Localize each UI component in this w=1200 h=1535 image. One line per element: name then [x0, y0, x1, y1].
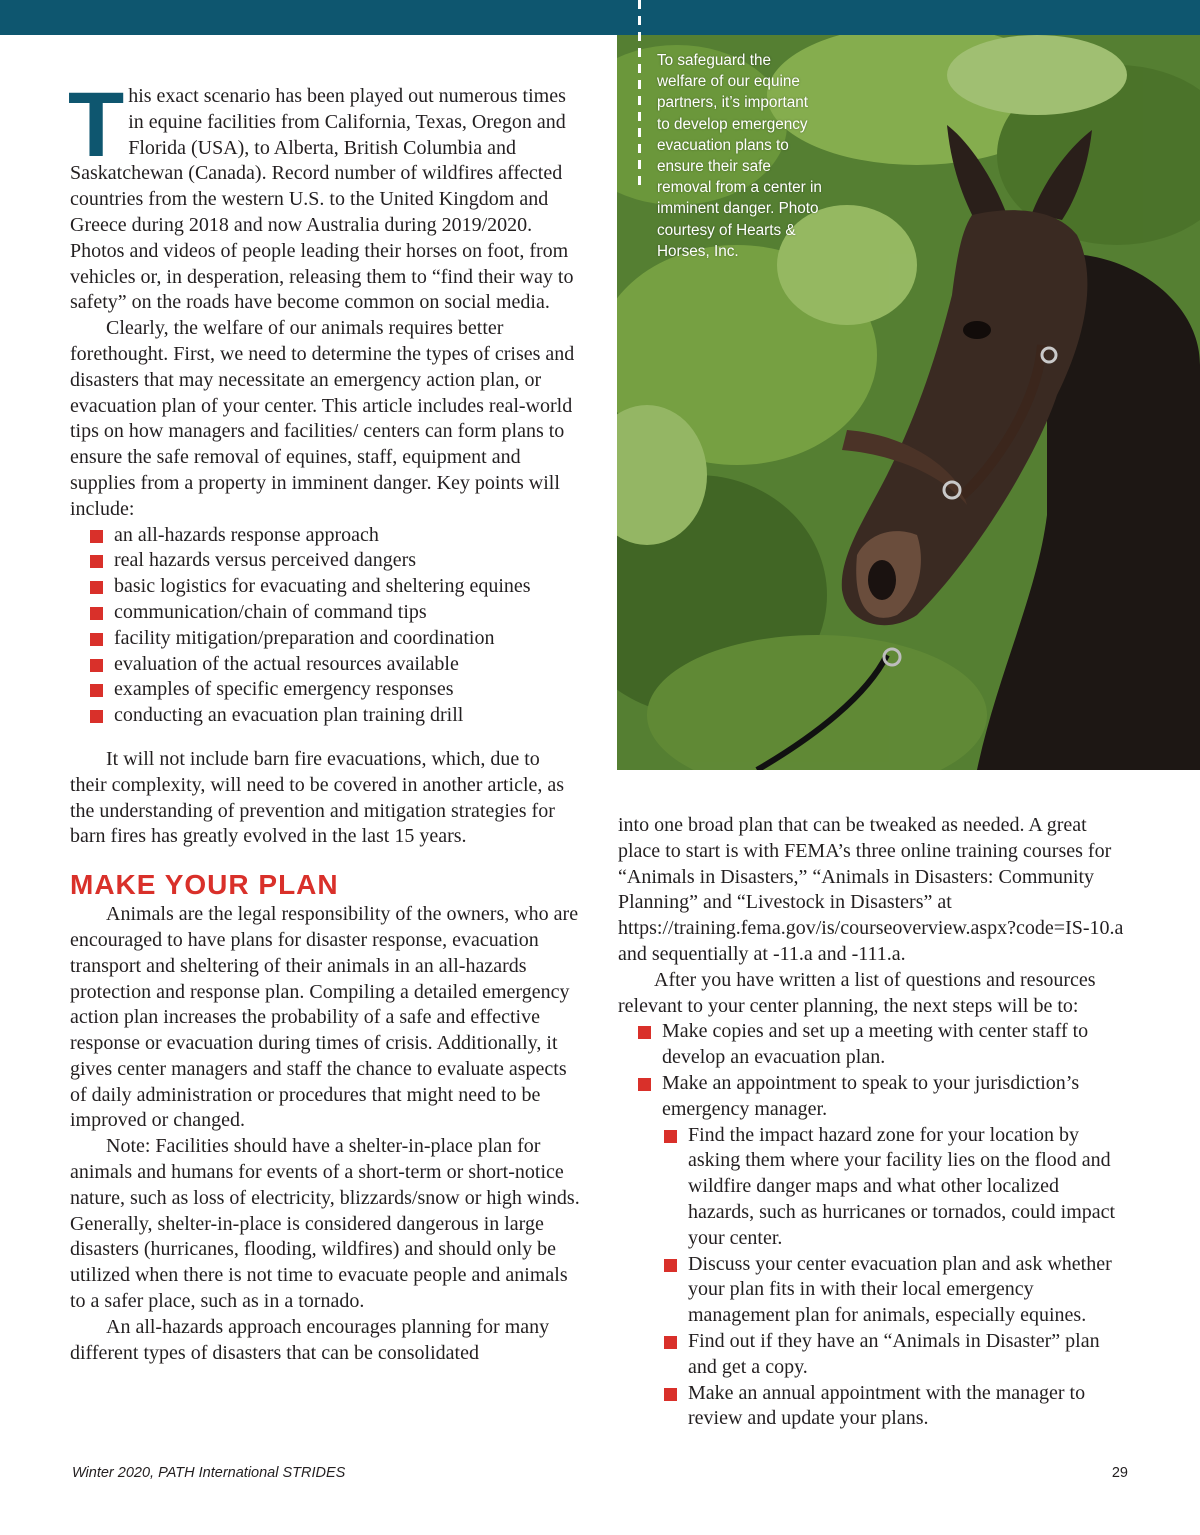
list-item: Make copies and set up a meeting with center staff to develop an evacuation plan.	[618, 1019, 1130, 1071]
list-item: Make an appointment to speak to your jurisdiction’s emergency manager.	[618, 1071, 1130, 1123]
list-item: facility mitigation/preparation and coordination	[70, 626, 580, 652]
section-heading: MAKE YOUR PLAN	[70, 869, 339, 901]
list-item: conducting an evacuation plan training drill	[70, 703, 580, 729]
list-item: real hazards versus perceived dangers	[70, 548, 580, 574]
paragraph: into one broad plan that can be tweaked as needed. A great place to start is with FEMA’s three online training courses for “Animals in Disasters,” “Animals in Disasters: Community Planning” and “Livestock in Disasters” at https://training.fema.gov/is/courseoverview.aspx?code=IS-10.a and sequentially at -11.a and -111.a.	[618, 814, 1124, 965]
paragraph: An all-hazards approach encourages planning for many different types of disasters that can be consolidated	[70, 1315, 550, 1364]
left-column	[68, 74, 580, 1366]
list-item: basic logistics for evacuating and sheltering equines	[70, 574, 580, 600]
paragraph: After you have written a list of questions and resources relevant to your center planning, the next steps will be to:	[618, 968, 1096, 1017]
list-item: an all-hazards response approach	[70, 523, 580, 549]
top-banner	[0, 0, 1200, 35]
list-item: communication/chain of command tips	[70, 600, 580, 626]
page-number: 29	[1111, 1465, 1128, 1481]
right-column	[618, 813, 1130, 1432]
caption-divider	[638, 0, 641, 188]
list-item: Find out if they have an “Animals in Disaster” plan and get a copy.	[618, 1329, 1130, 1381]
list-item: Discuss your center evacuation plan and ask whether your plan fits in with their local emergency management plan for animals, especially equines.	[618, 1252, 1130, 1329]
drop-cap: T	[68, 74, 125, 176]
list-item: Find the impact hazard zone for your location by asking them where your facility lies on the flood and wildfire danger maps and what other localized hazards, such as hurricanes or tornados, could impact your center.	[618, 1123, 1130, 1252]
key-points-list	[70, 523, 580, 729]
paragraph: Clearly, the welfare of our animals requires better forethought. First, we need to determine the types of crises and disasters that may necessitate an emergency action plan, or evacuation plan of your center. This article includes real-world tips on how managers and facilities/ centers can form plans to ensure the safe removal of equines, staff, equipment and supplies from a property in imminent danger. Key points will include:	[70, 317, 575, 520]
footer-publication: Winter 2020, PATH International STRIDES	[72, 1465, 346, 1481]
intro-text: his exact scenario has been played out numerous times in equine facilities from California, Texas, Oregon and Florida (USA), to Alberta, British Columbia and Saskatchewan (Canada). Record number of wildfires affected countries from the western U.S. to the United Kingdom and Greece during 2018 and now Australia during 2019/2020. Photos and videos of people leading their horses on foot, from vehicles or, in desperation, releasing them to “find their way to safety” on the roads have become common on social media.	[70, 85, 574, 314]
sub-steps-list	[618, 1123, 1130, 1433]
paragraph: It will not include barn fire evacuations, which, due to their complexity, will need to be covered in another article, as the understanding of prevention and mitigation strategies for barn fires has greatly evolved in the last 15 years.	[70, 747, 565, 848]
list-item: examples of specific emergency responses	[70, 677, 580, 703]
paragraph: Animals are the legal responsibility of the owners, who are encouraged to have plans for disaster response, evacuation transport and sheltering of their animals in an all-hazards protection and response plan. Compiling a detailed emergency action plan increases the probability of a safe and effective response or evacuation during times of crisis. Additionally, it gives center managers and staff the chance to evaluate aspects of daily administration or procedures that might need to be improved or changed.	[70, 903, 579, 1132]
list-item: Make an annual appointment with the manager to review and update your plans.	[618, 1381, 1130, 1433]
photo-caption: To safeguard the welfare of our equine partners, it’s important to develop emergency evacuation plans to ensure their safe removal from a center in imminent danger. Photo courtesy of Hearts & Horses, Inc.	[657, 52, 822, 260]
list-item: evaluation of the actual resources available	[70, 652, 580, 678]
paragraph: Note: Facilities should have a shelter-in-place plan for animals and humans for events of a short-term or short-notice nature, such as loss of electricity, blizzards/snow or high winds. Generally, shelter-in-place is considered dangerous in large disasters (hurricanes, flooding, wildfires) and should only be utilized when there is not time to evacuate people and animals to a safer place, such as in a tornado.	[70, 1135, 580, 1313]
steps-list	[618, 1019, 1130, 1122]
intro-paragraph	[68, 74, 580, 316]
